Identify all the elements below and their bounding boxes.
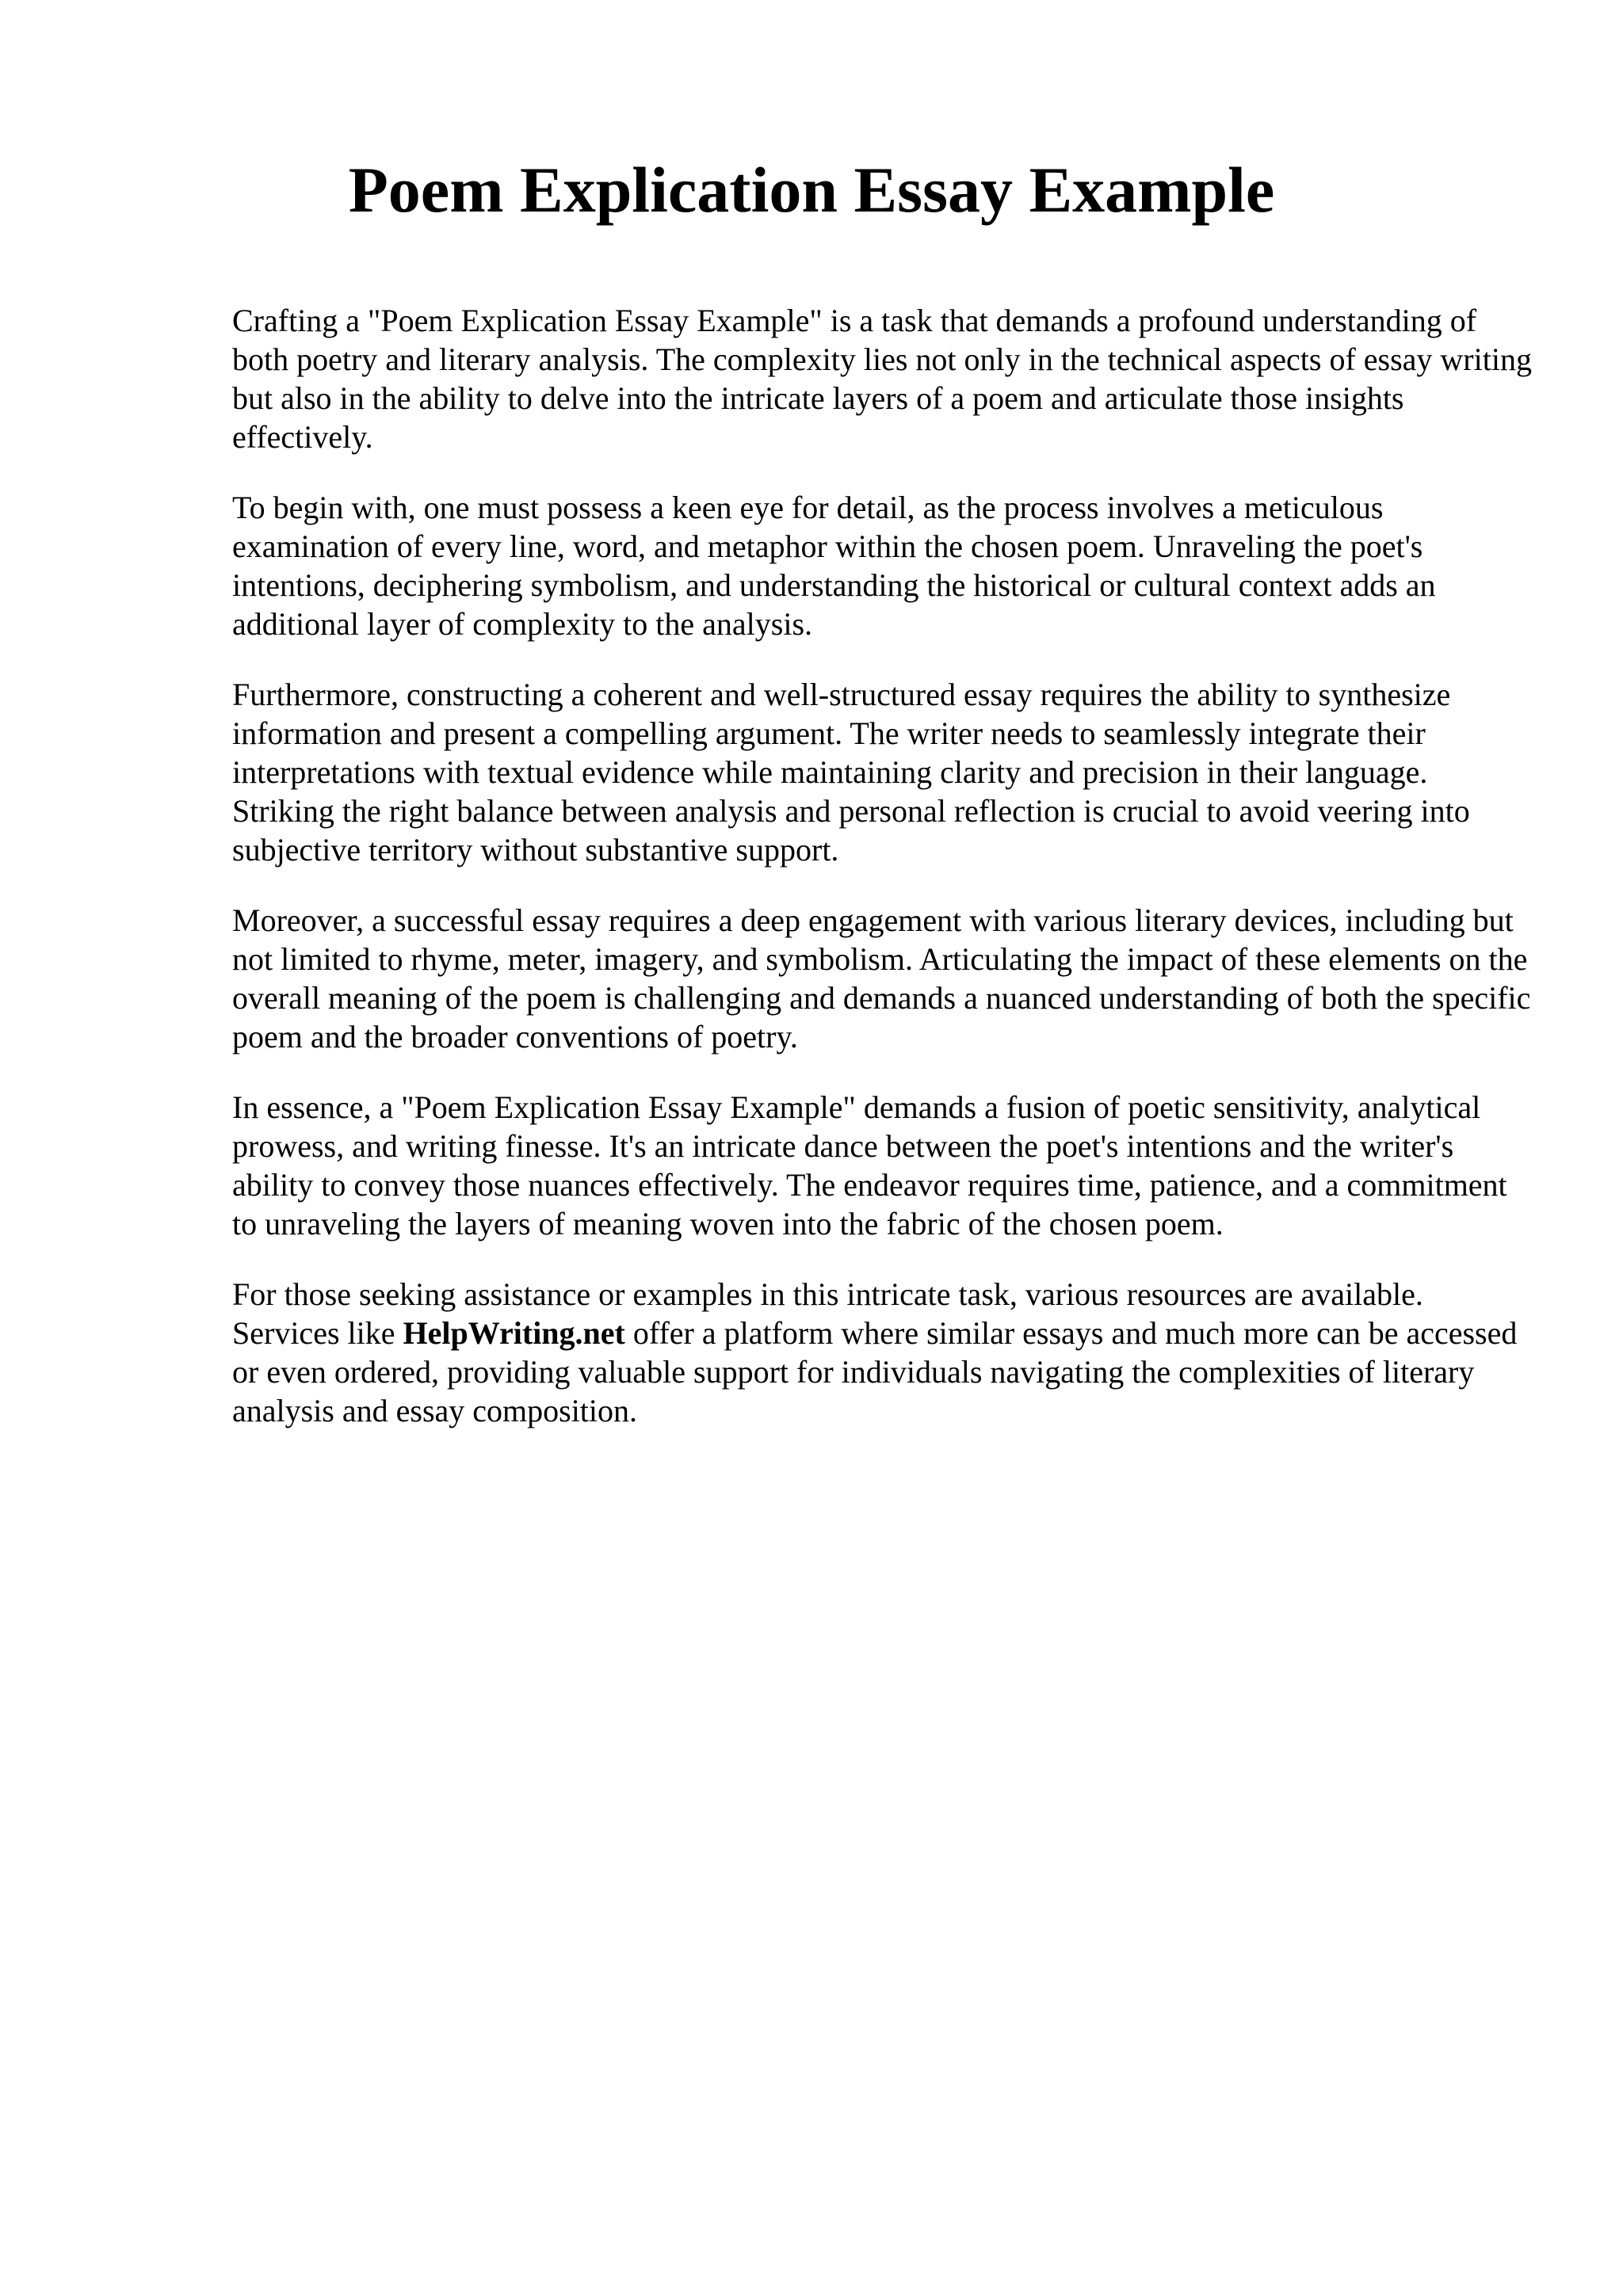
paragraph-1: Crafting a "Poem Explication Essay Example" is a task that demands a profound understanding of both poetry and literary analysis. The complexity lies not only in the technical aspects of essay writing but also in the ability to delve into the intricate layers of a poem and articulate those insights effectively.	[232, 303, 1532, 455]
document-body	[232, 301, 1532, 1462]
paragraph-6	[232, 1275, 1532, 1430]
paragraph-4: Moreover, a successful essay requires a deep engagement with various literary devices, including but not limited to rhyme, meter, imagery, and symbolism. Articulating the impact of these elements on the overall meaning of the poem is challenging and demands a nuanced understanding of both the specific poem and the broader conventions of poetry.	[232, 902, 1531, 1055]
paragraph-6-before: For those seeking assistance or examples in this intricate task, various resources are available. Services like	[232, 1276, 1423, 1351]
document-title: Poem Explication Essay Example	[348, 154, 1275, 226]
helpwriting-brand-name: HelpWriting.net	[403, 1315, 625, 1351]
paragraph-6-after: offer a platform where similar essays and much more can be accessed or even ordered, providing valuable support for individuals navigating the complexities of literary analysis and essay composition.	[232, 1315, 1518, 1428]
paragraph-5: In essence, a "Poem Explication Essay Example" demands a fusion of poetic sensitivity, analytical prowess, and writing finesse. It's an intricate dance between the poet's intentions and the writer's ability to convey those nuances effectively. The endeavor requires time, patience, and a commitment to unraveling the layers of meaning woven into the fabric of the chosen poem.	[232, 1089, 1507, 1241]
paragraph-2: To begin with, one must possess a keen eye for detail, as the process involves a meticulous examination of every line, word, and metaphor within the chosen poem. Unraveling the poet's intentions, deciphering symbolism, and understanding the historical or cultural context adds an additional layer of complexity to the analysis.	[232, 490, 1436, 642]
paragraph-3: Furthermore, constructing a coherent and well-structured essay requires the ability to synthesize information and present a compelling argument. The writer needs to seamlessly integrate their interpretations with textual evidence while maintaining clarity and precision in their language. Striking the right balance between analysis and personal reflection is crucial to avoid veering into subjective territory without substantive support.	[232, 677, 1470, 868]
